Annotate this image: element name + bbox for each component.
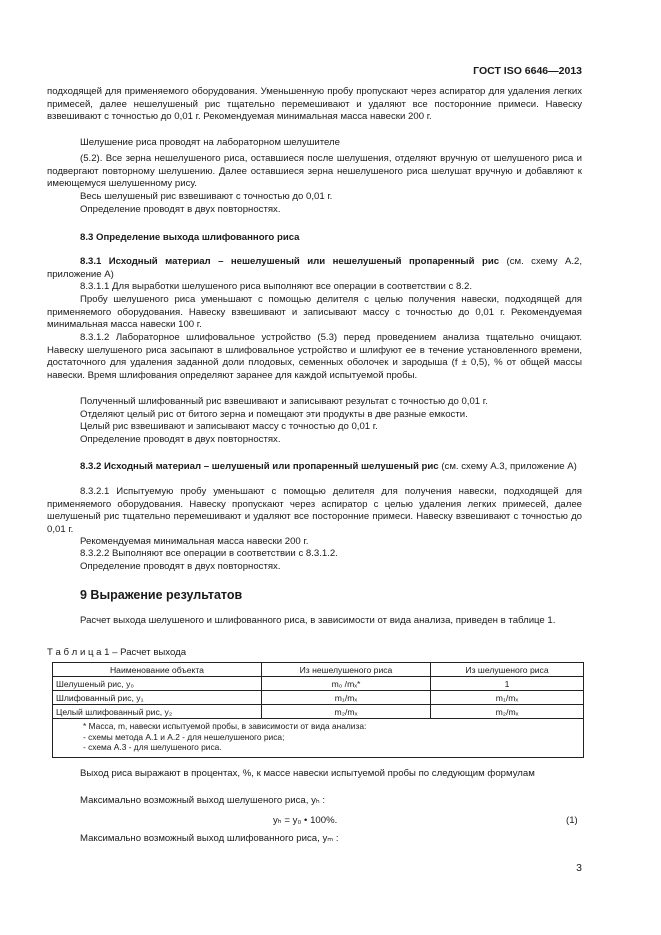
- formula: yₕ = y₀ • 100%.: [273, 815, 338, 826]
- table-note: [53, 719, 584, 758]
- table-cell: Целый шлифованный рис, y₂: [53, 705, 262, 719]
- table-cell: m₂/mₓ: [431, 705, 584, 719]
- paragraph: Целый рис взвешивают и записывают массу с точностью до 0,01 г.: [80, 421, 378, 432]
- table-cell: m₂/mₓ: [261, 705, 430, 719]
- paragraph: Расчет выхода шелушеного и шлифованного риса, в зависимости от вида анализа, приведен в таблице 1.: [80, 615, 556, 626]
- table-cell: Шелушеный рис, y₀: [53, 677, 262, 691]
- subsection-8-3-2: [47, 461, 582, 474]
- note-line: - схема А.3 - для шелушеного риса.: [83, 742, 222, 752]
- paragraph: Пробу шелушеного риса уменьшают с помощью делителя с целью получения навески, подходящей для применяемого оборудования. Навеску взвешивают и записывают массу с точностью до 0,01 г. Рекомендуемая минимальная масса навески 100 г.: [47, 294, 582, 331]
- yield-table: [52, 662, 584, 758]
- table-cell: m₁/mₓ: [261, 691, 430, 705]
- paragraph: Определение проводят в двух повторностях.: [80, 561, 281, 572]
- paragraph: 8.3.1.2 Лабораторное шлифовальное устройство (5.3) перед проведением анализа тщательно очищают. Навеску шелушеного риса засыпают в шлифовальное устройство и шлифуют ее в течение установленного времени, достаточного для удаления заданной доли плодовых, семенных оболочек и зародыша (f ± 0,5), % от общей массы навески. Время шлифования определяют заранее для каждой испытуемой пробы.: [47, 332, 582, 381]
- paragraph: (5.2). Все зерна нешелушеного риса, оставшиеся после шелушения, отделяют вручную от шелушеного риса и подвергают повторному шелушению. Далее оставшиеся зерна нешелушеного риса шелушат вручную и добавляют к имеющемуся шелушенному рису.: [47, 153, 582, 190]
- subsection-title: 8.3.2 Исходный материал – шелушеный или пропаренный шелушеный рис: [80, 461, 439, 472]
- table-header-row: [53, 663, 584, 677]
- subsection-ref: (см. схему А.2, приложение А): [47, 256, 583, 280]
- section-heading-8-3: 8.3 Определение выхода шлифованного риса: [80, 232, 300, 243]
- table-row: [53, 691, 584, 705]
- paragraph: Отделяют целый рис от битого зерна и помещают эти продукты в две разные емкости.: [80, 409, 468, 420]
- table-cell: m₁/mₓ: [431, 691, 584, 705]
- subsection-ref: (см. схему А.3, приложение А): [438, 461, 577, 472]
- table-row: [53, 677, 584, 691]
- paragraph: Выход риса выражают в процентах, %, к массе навески испытуемой пробы по следующим формулам: [80, 768, 535, 779]
- paragraph: Максимально возможный выход шлифованного риса, yₘ :: [80, 833, 339, 844]
- page-number: 3: [576, 862, 582, 874]
- paragraph: Весь шелушеный рис взвешивают с точностью до 0,01 г.: [80, 191, 333, 202]
- document-code-header: ГОСТ ISO 6646—2013: [473, 65, 582, 77]
- table-note-row: [53, 719, 584, 758]
- table-cell: 1: [431, 677, 584, 691]
- paragraph: Шелушение риса проводят на лабораторном шелушителе: [80, 137, 340, 148]
- column-header: Из шелушеного риса: [431, 663, 584, 677]
- paragraph: 8.3.1.1 Для выработки шелушеного риса выполняют все операции в соответствии с 8.2.: [80, 281, 473, 292]
- paragraph: Максимально возможный выход шелушеного риса, yₕ :: [80, 795, 326, 806]
- paragraph: Определение проводят в двух повторностях.: [80, 204, 281, 215]
- section-heading-9: 9 Выражение результатов: [80, 588, 243, 602]
- paragraph: подходящей для применяемого оборудования. Уменьшенную пробу пропускают через аспиратор для удаления легких примесей, далее нешелушеный рис тщательно перемешивают и удаляют все посторонние примеси. Навеску взвешивают с точностью до 0,01 г. Рекомендуемая минимальная масса навески 200 г.: [47, 86, 582, 123]
- table-cell: m₀ /mₓ*: [261, 677, 430, 691]
- paragraph: Рекомендуемая минимальная масса навески 200 г.: [80, 536, 309, 547]
- column-header: Из нешелушеного риса: [261, 663, 430, 677]
- paragraph: Определение проводят в двух повторностях.: [80, 434, 281, 445]
- table-cell: Шлифованный рис, y₁: [53, 691, 262, 705]
- note-line: - схемы метода А.1 и А.2 - для нешелушеного риса;: [83, 731, 285, 742]
- table-row: [53, 705, 584, 719]
- column-header: Наименование объекта: [53, 663, 262, 677]
- subsection-title: 8.3.1 Исходный материал – нешелушеный или нешелушеный пропаренный рис: [80, 256, 500, 267]
- paragraph: 8.3.2.2 Выполняют все операции в соответствии с 8.3.1.2.: [80, 548, 338, 559]
- note-line: * Масса, m, навески испытуемой пробы, в зависимости от вида анализа:: [83, 721, 367, 731]
- paragraph: Полученный шлифованный рис взвешивают и записывают результат с точностью до 0,01 г.: [80, 396, 488, 407]
- formula-number: (1): [566, 815, 578, 826]
- subsection-8-3-1: [47, 256, 582, 281]
- paragraph: 8.3.2.1 Испытуемую пробу уменьшают с помощью делителя для получения навески, подходящей для применяемого оборудования. Навеску пропускают через аспиратор с целью удаления легких примесей, далее шелушеный рис тщательно перемешивают и удаляют все посторонние примеси. Навеску взвешивают с точностью до 0,01 г.: [47, 486, 582, 535]
- table-caption: Т а б л и ц а 1 – Расчет выхода: [47, 647, 187, 658]
